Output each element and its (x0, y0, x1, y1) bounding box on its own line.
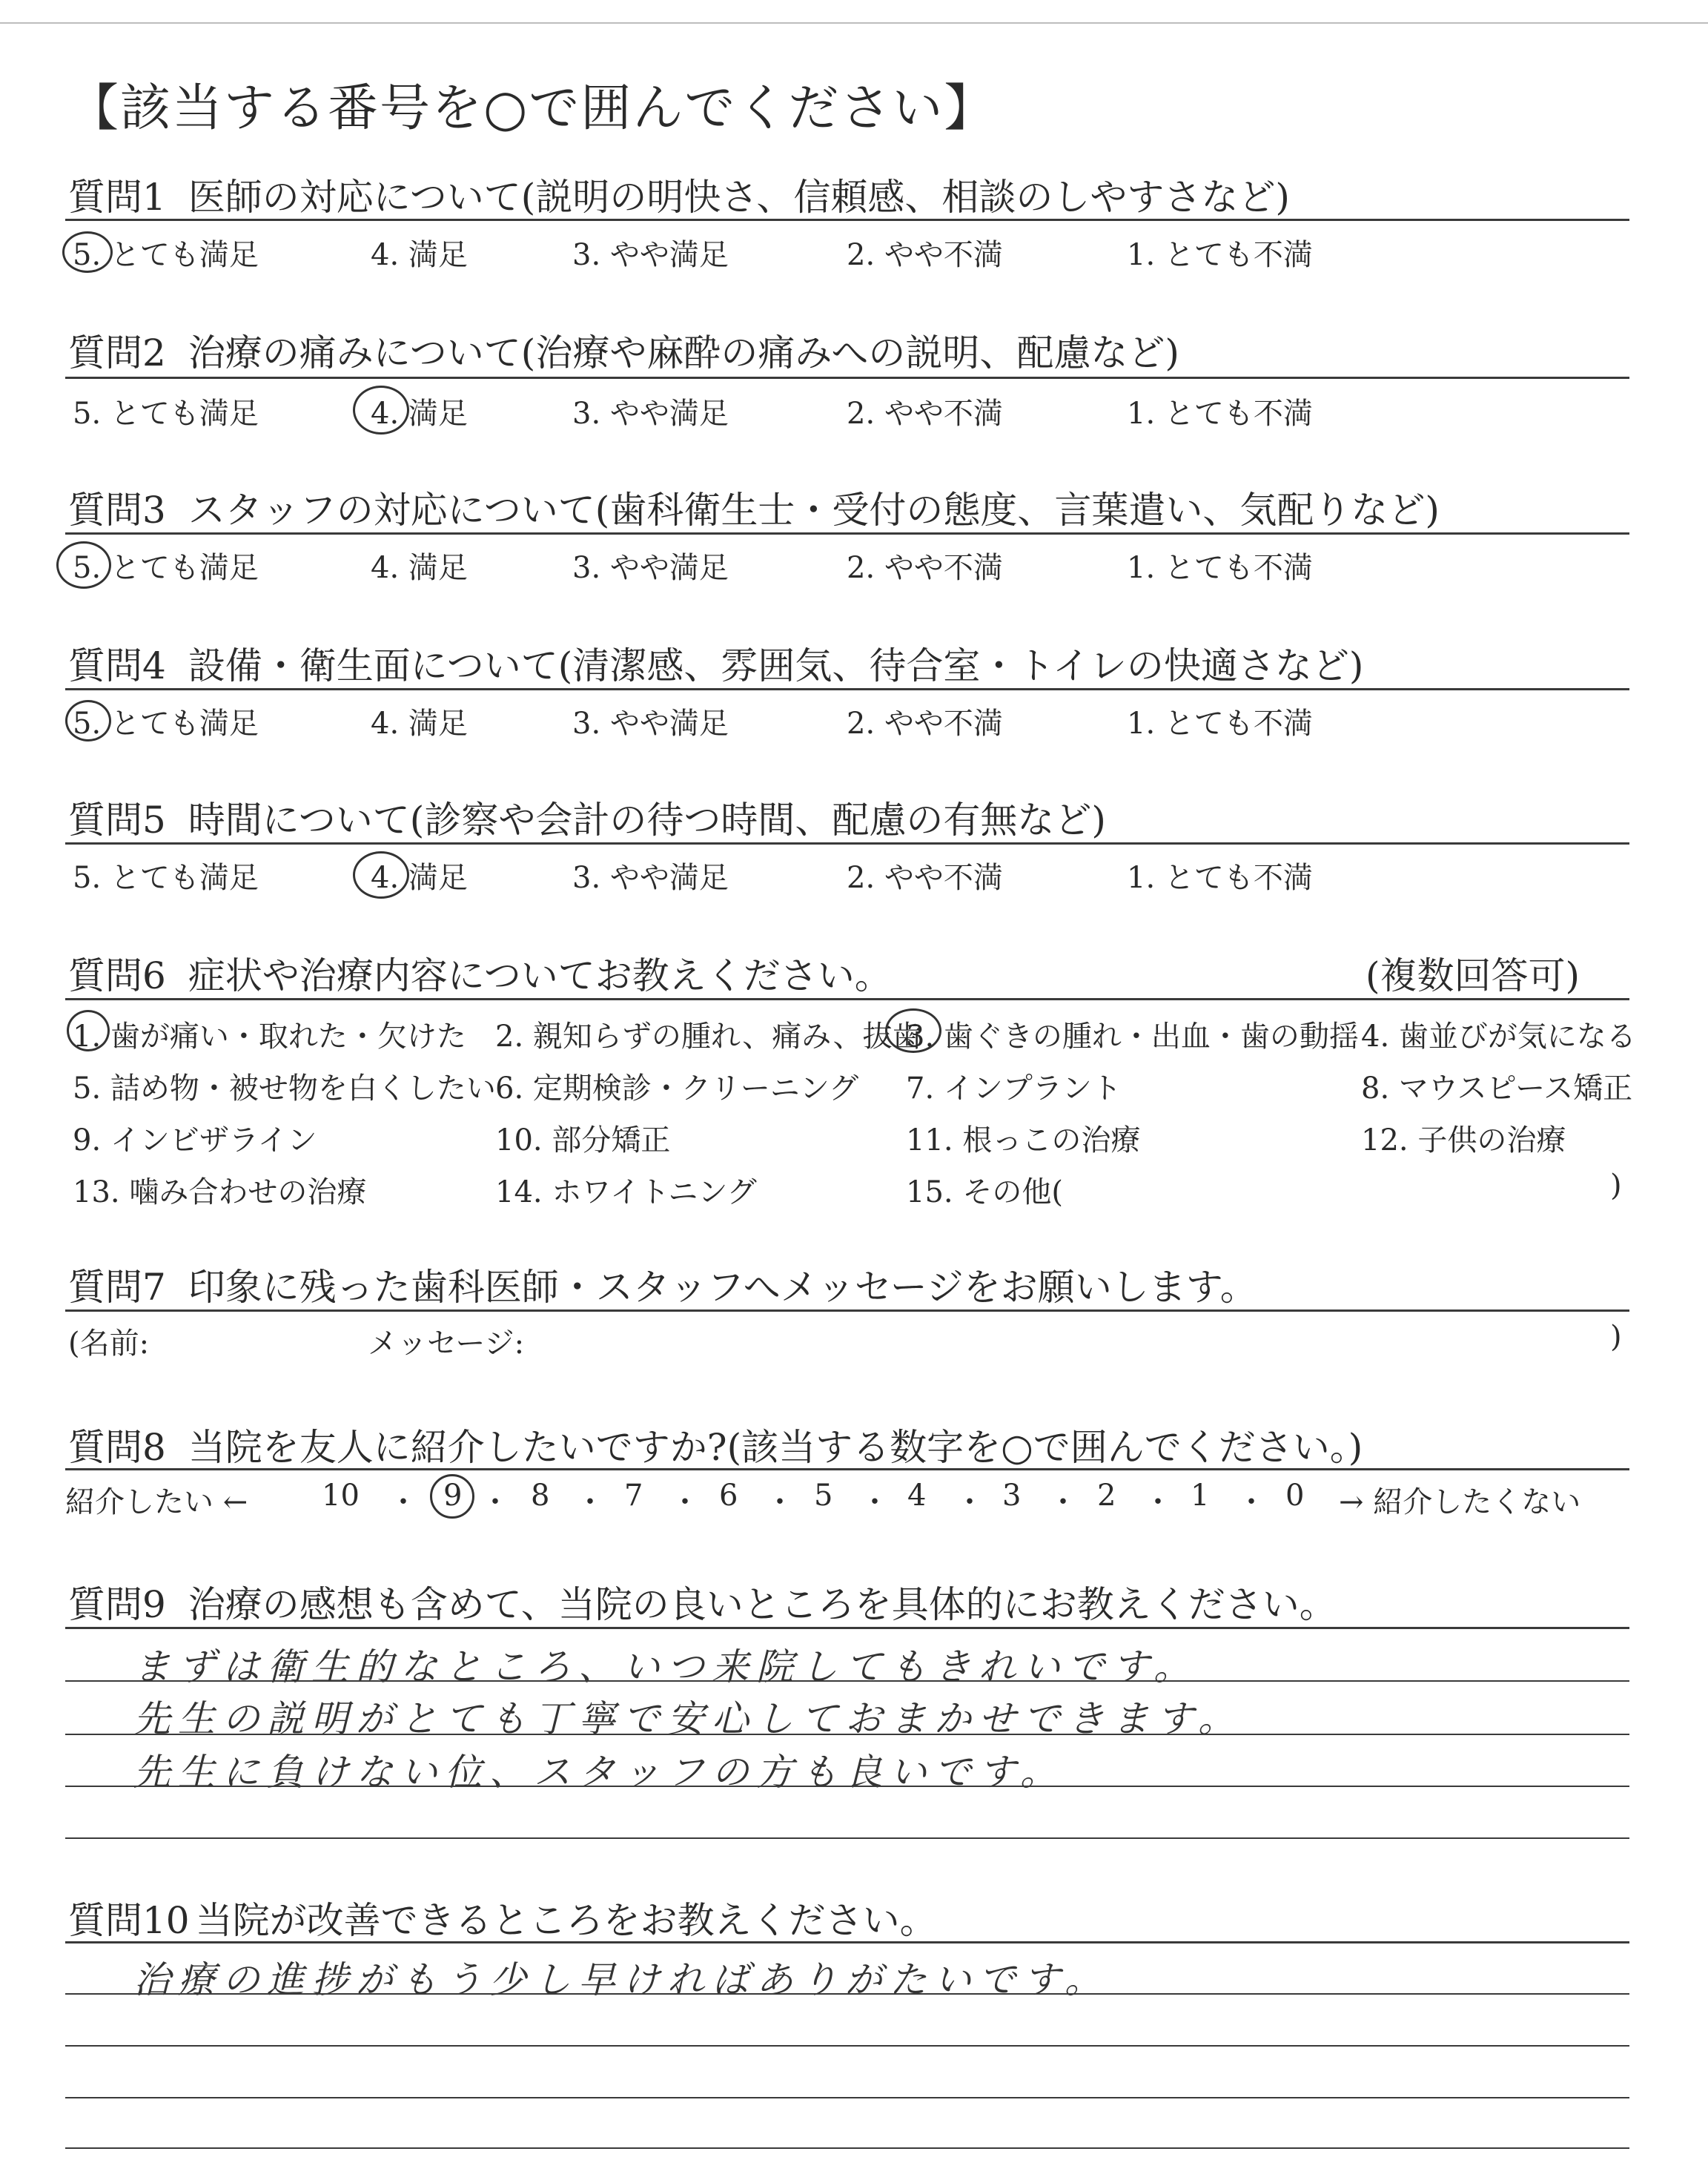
question-divider (65, 219, 1629, 221)
question-divider (65, 998, 1629, 1000)
question-number: 質問6 (68, 954, 166, 997)
q1-option-5[interactable]: 5. とても満足 (73, 238, 259, 272)
q2-option-1[interactable]: 1. とても不満 (1127, 397, 1313, 431)
recommend-score-9[interactable]: 9 (443, 1479, 463, 1513)
question-divider (65, 688, 1629, 690)
q6-item-12[interactable]: 12. 子供の治療 (1361, 1123, 1566, 1157)
q6-item-6[interactable]: 6. 定期検診・クリーニング (495, 1071, 859, 1106)
writing-line (65, 1786, 1629, 1787)
q2-option-3[interactable]: 3. やや満足 (572, 397, 729, 431)
question-number: 質問4 (68, 644, 166, 687)
q5-option-5[interactable]: 5. とても満足 (73, 861, 259, 895)
score-separator: ・ (1237, 1485, 1266, 1519)
q6-item-5[interactable]: 5. 詰め物・被せ物を白くしたい (73, 1071, 496, 1106)
writing-line (65, 1680, 1629, 1682)
q3-option-2[interactable]: 2. やや不満 (847, 551, 1003, 585)
q4-option-3[interactable]: 3. やや満足 (572, 707, 729, 741)
question-number: 質問5 (68, 799, 166, 842)
question-8 (68, 1418, 1363, 1471)
selection-circle-icon (353, 851, 409, 899)
question-divider (65, 842, 1629, 845)
q1-option-3[interactable]: 3. やや満足 (572, 238, 729, 272)
q6-item-13[interactable]: 13. 噛み合わせの治療 (73, 1175, 367, 1209)
score-separator: ・ (670, 1485, 700, 1519)
question-number: 質問1 (68, 176, 166, 219)
q6-item-14[interactable]: 14. ホワイトニング (495, 1175, 757, 1209)
recommend-score-2[interactable]: 2 (1097, 1479, 1116, 1513)
question-number: 質問3 (68, 489, 166, 532)
selection-circle-icon (430, 1474, 474, 1519)
question-text: 症状や治療内容についてお教えください。 (188, 954, 892, 997)
q3-option-3[interactable]: 3. やや満足 (572, 551, 729, 585)
q4-option-2[interactable]: 2. やや不満 (847, 707, 1003, 741)
question-number: 質問8 (68, 1426, 166, 1469)
q2-option-5[interactable]: 5. とても満足 (73, 397, 259, 431)
q6-item-15[interactable]: 15. その他( (906, 1175, 1063, 1209)
question-3 (68, 480, 1440, 534)
question-6 (68, 946, 892, 1000)
question-4 (68, 636, 1363, 690)
question-divider (65, 1309, 1629, 1312)
question-number: 質問9 (68, 1583, 166, 1626)
question-text: 治療の痛みについて(治療や麻酔の痛みへの説明、配慮など) (188, 331, 1179, 374)
q2-option-4[interactable]: 4. 満足 (371, 397, 468, 431)
question-divider (65, 532, 1629, 535)
selection-circle-icon (885, 1008, 941, 1053)
q5-option-1[interactable]: 1. とても不満 (1127, 861, 1313, 895)
handwritten-answer: 先生の説明がとても丁寧で安心しておまかせできます。 (133, 1697, 1242, 1740)
question-text: 時間について(診察や会計の待つ時間、配慮の有無など) (188, 799, 1106, 842)
selection-circle-icon (353, 386, 409, 435)
question-number: 質問7 (68, 1266, 166, 1309)
question-10 (68, 1891, 937, 1944)
score-separator: ・ (575, 1485, 605, 1519)
recommend-left-label: 紹介したい ← (65, 1485, 248, 1519)
q5-option-3[interactable]: 3. やや満足 (572, 861, 729, 895)
handwritten-answer: 治療の進捗がもう少し早ければありがたいです。 (133, 1958, 1109, 2001)
q5-option-2[interactable]: 2. やや不満 (847, 861, 1003, 895)
question-text: 医師の対応について(説明の明快さ、信頼感、相談のしやすさなど) (188, 176, 1290, 219)
q4-option-4[interactable]: 4. 満足 (371, 707, 468, 741)
q6-item-8[interactable]: 8. マウスピース矯正 (1361, 1071, 1633, 1106)
q1-option-2[interactable]: 2. やや不満 (847, 238, 1003, 272)
q4-option-1[interactable]: 1. とても不満 (1127, 707, 1313, 741)
question-5 (68, 790, 1106, 844)
q3-option-1[interactable]: 1. とても不満 (1127, 551, 1313, 585)
writing-line (65, 1837, 1629, 1839)
question-text: 設備・衛生面について(清潔感、雰囲気、待合室・トイレの快適さなど) (188, 644, 1364, 687)
handwritten-answer: まずは衛生的なところ、いつ来院してもきれいです。 (133, 1645, 1198, 1688)
recommend-right-label: → 紹介したくない (1339, 1485, 1581, 1519)
question-2 (68, 323, 1179, 377)
q6-item-1[interactable]: 1. 歯が痛い・取れた・欠けた (73, 1020, 466, 1054)
writing-line (65, 2147, 1629, 2149)
question-number: 質問2 (68, 331, 166, 374)
q4-option-5[interactable]: 5. とても満足 (73, 707, 259, 741)
score-separator: ・ (765, 1485, 795, 1519)
question-1 (68, 168, 1290, 221)
q6-item-4[interactable]: 4. 歯並びが気になる (1361, 1020, 1636, 1054)
q3-option-4[interactable]: 4. 満足 (371, 551, 468, 585)
selection-circle-icon (67, 1010, 110, 1051)
writing-line (65, 1993, 1629, 1995)
recommend-score-8[interactable]: 8 (531, 1479, 550, 1513)
question-number: 質問10 (68, 1899, 190, 1942)
question-text: 当院を友人に紹介したいですか?(該当する数字を○で囲んでください。) (188, 1426, 1363, 1469)
selection-circle-icon (56, 541, 111, 589)
q6-item-15-close: ) (1610, 1169, 1622, 1203)
q6-item-7[interactable]: 7. インプラント (906, 1071, 1122, 1106)
handwritten-answer: 先生に負けない位、スタッフの方も良いです。 (133, 1751, 1065, 1794)
score-separator: ・ (955, 1485, 984, 1519)
message-field-label: メッセージ: (368, 1327, 525, 1361)
recommend-score-3[interactable]: 3 (1002, 1479, 1022, 1513)
question-divider (65, 1468, 1629, 1470)
recommend-score-10[interactable]: 10 (322, 1479, 360, 1513)
multiple-answer-note: (複数回答可) (1366, 954, 1580, 997)
question-divider (65, 377, 1629, 379)
question-text: 治療の感想も含めて、当院の良いところを具体的にお教えください。 (188, 1583, 1337, 1626)
selection-circle-icon (62, 231, 113, 273)
writing-line (65, 1734, 1629, 1735)
question-divider (65, 1627, 1629, 1629)
score-separator: ・ (1143, 1485, 1173, 1519)
recommend-score-5[interactable]: 5 (814, 1479, 833, 1513)
q6-item-2[interactable]: 2. 親知らずの腫れ、痛み、抜歯 (495, 1020, 922, 1054)
recommend-score-7[interactable]: 7 (624, 1479, 643, 1513)
page-top-edge (0, 0, 1708, 24)
q2-option-2[interactable]: 2. やや不満 (847, 397, 1003, 431)
writing-line (65, 2045, 1629, 2047)
q6-item-10[interactable]: 10. 部分矯正 (495, 1123, 671, 1157)
score-separator: ・ (860, 1485, 890, 1519)
name-field-label: (名前: (68, 1327, 150, 1361)
question-text: 当院が改善できるところをお教えください。 (195, 1899, 937, 1942)
question-divider (65, 1941, 1629, 1943)
q7-close: ) (1610, 1320, 1622, 1354)
q6-item-9[interactable]: 9. インビザライン (73, 1123, 317, 1157)
recommend-score-1[interactable]: 1 (1191, 1479, 1210, 1513)
question-text: スタッフの対応について(歯科衛生士・受付の態度、言葉遣い、気配りなど) (188, 489, 1440, 532)
writing-line (65, 2097, 1629, 2098)
score-separator: ・ (388, 1485, 418, 1519)
page-heading: 【該当する番号を○で囲んでください】 (68, 79, 996, 138)
question-7 (68, 1258, 1257, 1311)
recommend-score-0[interactable]: 0 (1285, 1479, 1305, 1513)
question-text: 印象に残った歯科医師・スタッフへメッセージをお願いします。 (188, 1266, 1257, 1309)
question-9 (68, 1575, 1337, 1628)
q3-option-5[interactable]: 5. とても満足 (73, 551, 259, 585)
q1-option-1[interactable]: 1. とても不満 (1127, 238, 1313, 272)
q6-item-11[interactable]: 11. 根っこの治療 (906, 1123, 1141, 1157)
recommend-score-4[interactable]: 4 (907, 1479, 927, 1513)
score-separator: ・ (480, 1485, 510, 1519)
selection-circle-icon (65, 700, 111, 742)
q1-option-4[interactable]: 4. 満足 (371, 238, 468, 272)
recommend-score-6[interactable]: 6 (719, 1479, 738, 1513)
q5-option-4[interactable]: 4. 満足 (371, 861, 468, 895)
score-separator: ・ (1048, 1485, 1078, 1519)
q6-item-3[interactable]: 3. 歯ぐきの腫れ・出血・歯の動揺 (906, 1020, 1359, 1054)
